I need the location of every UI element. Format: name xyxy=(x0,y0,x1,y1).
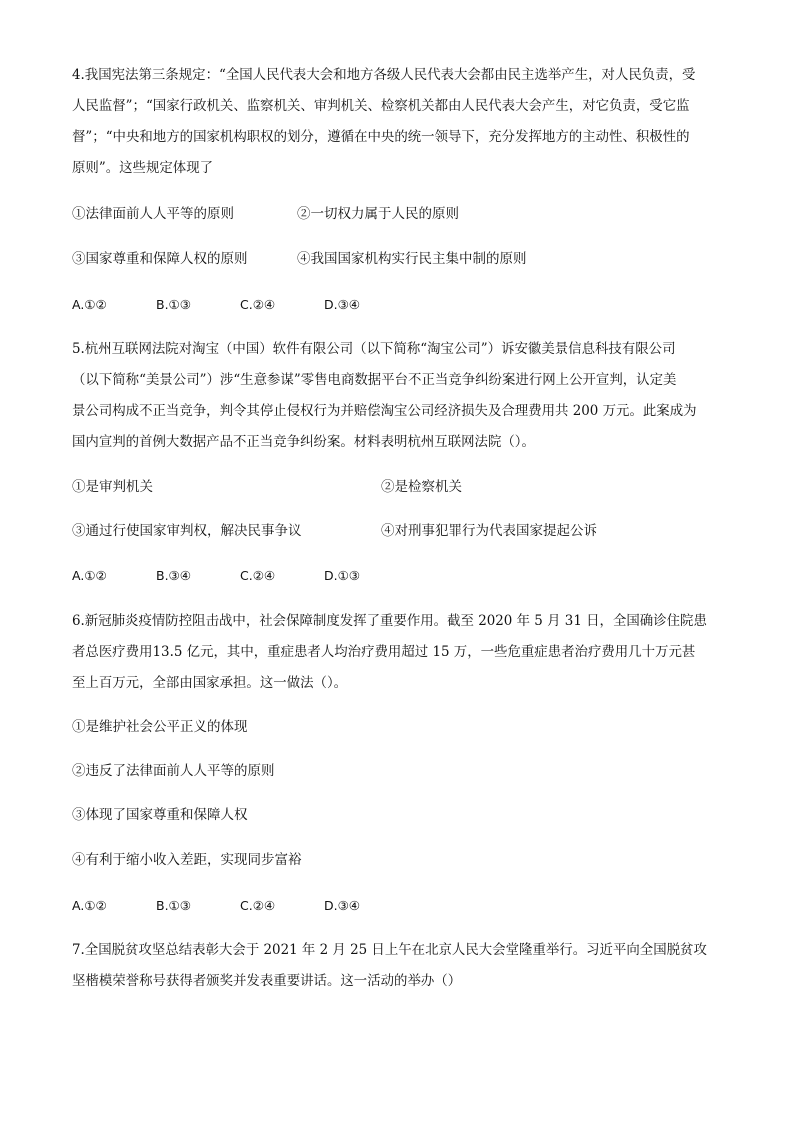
q4-option-4: ④我国国家机构实行民主集中制的原则 xyxy=(297,251,527,267)
q5-option-4: ④对刑事犯罪行为代表国家提起公诉 xyxy=(381,523,597,539)
q5-stem-line-2: （以下简称“美景公司”）涉“生意参谋”零售电商数据平台不正当竞争纠纷案进行网上公开宣判，认定美 xyxy=(72,372,677,388)
q5-stem-line-4: 国内宣判的首例大数据产品不正当竞争纠纷案。材料表明杭州互联网法院（）。 xyxy=(72,434,535,450)
q5-answer-a: A.①② xyxy=(72,568,107,583)
q5-answer-b: B.③④ xyxy=(156,568,191,583)
q5-option-1: ①是审判机关 xyxy=(72,479,153,495)
q4-option-2: ②一切权力属于人民的原则 xyxy=(297,206,459,222)
q4-stem-line-3: 督”；“中央和地方的国家机构职权的划分，遵循在中央的统一领导下，充分发挥地方的主动性、积极性的 xyxy=(72,129,690,145)
q4-answer-c: C.②④ xyxy=(240,297,276,312)
q6-option-1: ①是维护社会公平正义的体现 xyxy=(72,719,248,735)
q6-option-3: ③体现了国家尊重和保障人权 xyxy=(72,807,248,823)
q6-option-4: ④有利于缩小收入差距，实现同步富裕 xyxy=(72,852,302,868)
q4-stem-line-4: 原则”。这些规定体现了 xyxy=(72,160,214,176)
q4-option-3: ③国家尊重和保障人权的原则 xyxy=(72,251,248,267)
q4-stem-line-2: 人民监督”；“国家行政机关、监察机关、审判机关、检察机关都由人民代表大会产生，对它负责，受它监 xyxy=(72,98,690,114)
q6-answer-b: B.①③ xyxy=(156,898,191,913)
q6-answer-d: D.③④ xyxy=(324,898,361,913)
q5-option-3: ③通过行使国家审判权，解决民事争议 xyxy=(72,523,302,539)
q6-stem-line-1: 6.新冠肺炎疫情防控阻击战中，社会保障制度发挥了重要作用。截至 2020 年 5 月 31 日，全国确诊住院患 xyxy=(72,613,707,629)
q6-option-2: ②违反了法律面前人人平等的原则 xyxy=(72,763,275,779)
q4-answer-d: D.③④ xyxy=(324,297,361,312)
q4-answer-a: A.①② xyxy=(72,297,107,312)
q7-stem-line-1: 7.全国脱贫攻坚总结表彰大会于 2021 年 2 月 25 日上午在北京人民大会堂隆重举行。习近平向全国脱贫攻 xyxy=(72,942,707,958)
q5-stem-line-1: 5.杭州互联网法院对淘宝（中国）软件有限公司（以下简称“淘宝公司”）诉安徽美景信息科技有限公司 xyxy=(72,341,676,357)
q5-answer-d: D.①③ xyxy=(324,568,361,583)
q7-stem-line-2: 坚楷模荣誉称号获得者颁奖并发表重要讲话。这一活动的举办（） xyxy=(72,973,462,989)
q6-stem-line-2: 者总医疗费用13.5 亿元，其中，重症患者人均治疗费用超过 15 万，一些危重症患者治疗费用几十万元甚 xyxy=(72,644,696,660)
q4-option-1: ①法律面前人人平等的原则 xyxy=(72,206,234,222)
q4-answer-b: B.①③ xyxy=(156,297,191,312)
q4-stem-line-1: 4.我国宪法第三条规定：“全国人民代表大会和地方各级人民代表大会都由民主选举产生，对人民负责，受 xyxy=(72,67,696,83)
q5-answer-c: C.②④ xyxy=(240,568,276,583)
q6-answer-c: C.②④ xyxy=(240,898,276,913)
q5-stem-line-3: 景公司构成不正当竞争，判令其停止侵权行为并赔偿淘宝公司经济损失及合理费用共 200 万元。此案成为 xyxy=(72,403,697,419)
q6-answer-a: A.①② xyxy=(72,898,107,913)
q6-stem-line-3: 至上百万元，全部由国家承担。这一做法（）。 xyxy=(72,675,348,691)
q5-option-2: ②是检察机关 xyxy=(381,479,462,495)
